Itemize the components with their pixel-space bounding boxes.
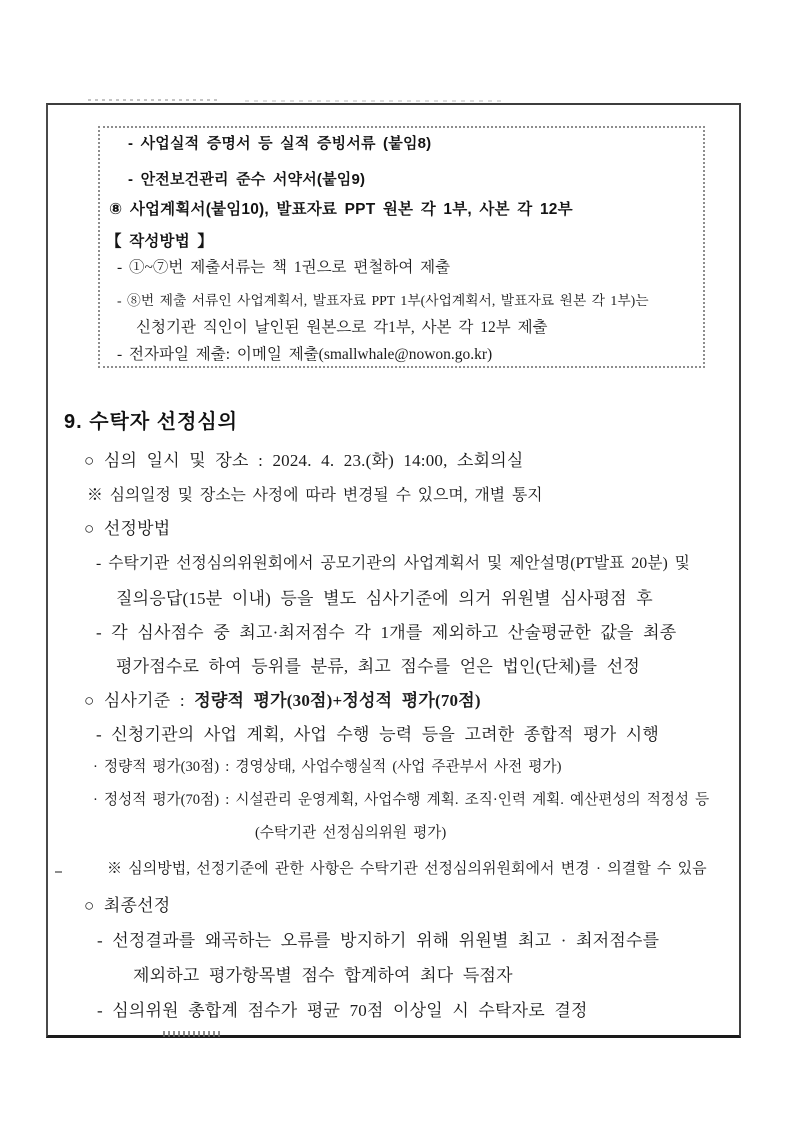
safety-pledge-line: - 안전보건관리 준수 서약서(붙임9) [128, 171, 366, 188]
criteria-label: ○ 심사기준 : [84, 691, 195, 710]
qualitative-eval-line: · 정성적 평가(70점) : 시설관리 운영계획, 사업수행 계획. 조직·인력 계획. 예산편성의 적정성 등 [93, 792, 710, 808]
final-item1-line2: 제외하고 평가항목별 점수 합계하여 최다 득점자 [133, 966, 513, 985]
criteria-item1-line: - 신청기관의 사업 계획, 사업 수행 능력 등을 고려한 종합적 평가 시행 [96, 725, 660, 744]
final-item1-line1: - 선정결과를 왜곡하는 오류를 방지하기 위해 위원별 최고 · 최저점수를 [97, 931, 660, 950]
criteria-change-note: ※ 심의방법, 선정기준에 관한 사항은 수탁기관 선정심의위원회에서 변경 · 의결할 수 있음 [107, 861, 707, 877]
scan-smudge-artifact [88, 99, 218, 101]
quantitative-eval-line: · 정량적 평가(30점) : 경영상태, 사업수행실적 (사업 주관부서 사전 평가) [93, 759, 562, 775]
qualitative-eval-cont-line: (수탁기관 선정심의위원 평가) [255, 825, 447, 841]
write-method-title: 【 작성방법 】 [106, 233, 214, 250]
email-submission-line: - 전자파일 제출: 이메일 제출(smallwhale@nowon.go.kr) [117, 346, 493, 363]
section-9-heading: 9. 수탁자 선정심의 [64, 411, 239, 433]
business-plan-copies-line: ⑧ 사업계획서(붙임10), 발표자료 PPT 원본 각 1부, 사본 각 12부 [109, 201, 573, 218]
scan-smudge-artifact [163, 1031, 221, 1037]
final-item2-line: - 심의위원 총합계 점수가 평균 70점 이상일 시 수탁자로 결정 [97, 1001, 588, 1020]
evidence-docs-line: - 사업실적 증명서 등 실적 증빙서류 (붙임8) [128, 135, 432, 152]
schedule-change-note: ※ 심의일정 및 장소는 사정에 따라 변경될 수 있으며, 개별 통지 [87, 487, 543, 504]
item8-submission-note-line2: 신청기관 직인이 날인된 원본으로 각1부, 사본 각 12부 제출 [136, 319, 548, 336]
scan-smudge-artifact [245, 100, 505, 102]
criteria-line [84, 686, 481, 711]
selection-method-item2-line1: - 각 심사점수 중 최고·최저점수 각 1개를 제외하고 산술평균한 값을 최종 [96, 623, 677, 642]
final-selection-heading: ○ 최종선정 [84, 896, 171, 915]
binding-note-line: - ①~⑦번 제출서류는 책 1권으로 편철하여 제출 [117, 259, 451, 276]
selection-method-item1-line2: 질의응답(15분 이내) 등을 별도 심사기준에 의거 위원별 심사평점 후 [116, 589, 653, 608]
selection-method-item2-line2: 평가점수로 하여 등위를 분류, 최고 점수를 얻은 법인(단체)를 선정 [116, 657, 640, 676]
review-schedule-line: ○ 심의 일시 및 장소 : 2024. 4. 23.(화) 14:00, 소회의실 [84, 451, 524, 470]
item8-submission-note-line1: - ⑧번 제출 서류인 사업계획서, 발표자료 PPT 1부(사업계획서, 발표자료 원본 각 1부)는 [117, 293, 649, 308]
selection-method-item1-line1: - 수탁기관 선정심의위원회에서 공모기관의 사업계획서 및 제안설명(PT발표 20분) 및 [96, 555, 690, 572]
selection-method-heading: ○ 선정방법 [84, 519, 171, 538]
criteria-value: 정량적 평가(30점)+정성적 평가(70점) [194, 691, 481, 710]
scan-tick-artifact [55, 871, 62, 873]
